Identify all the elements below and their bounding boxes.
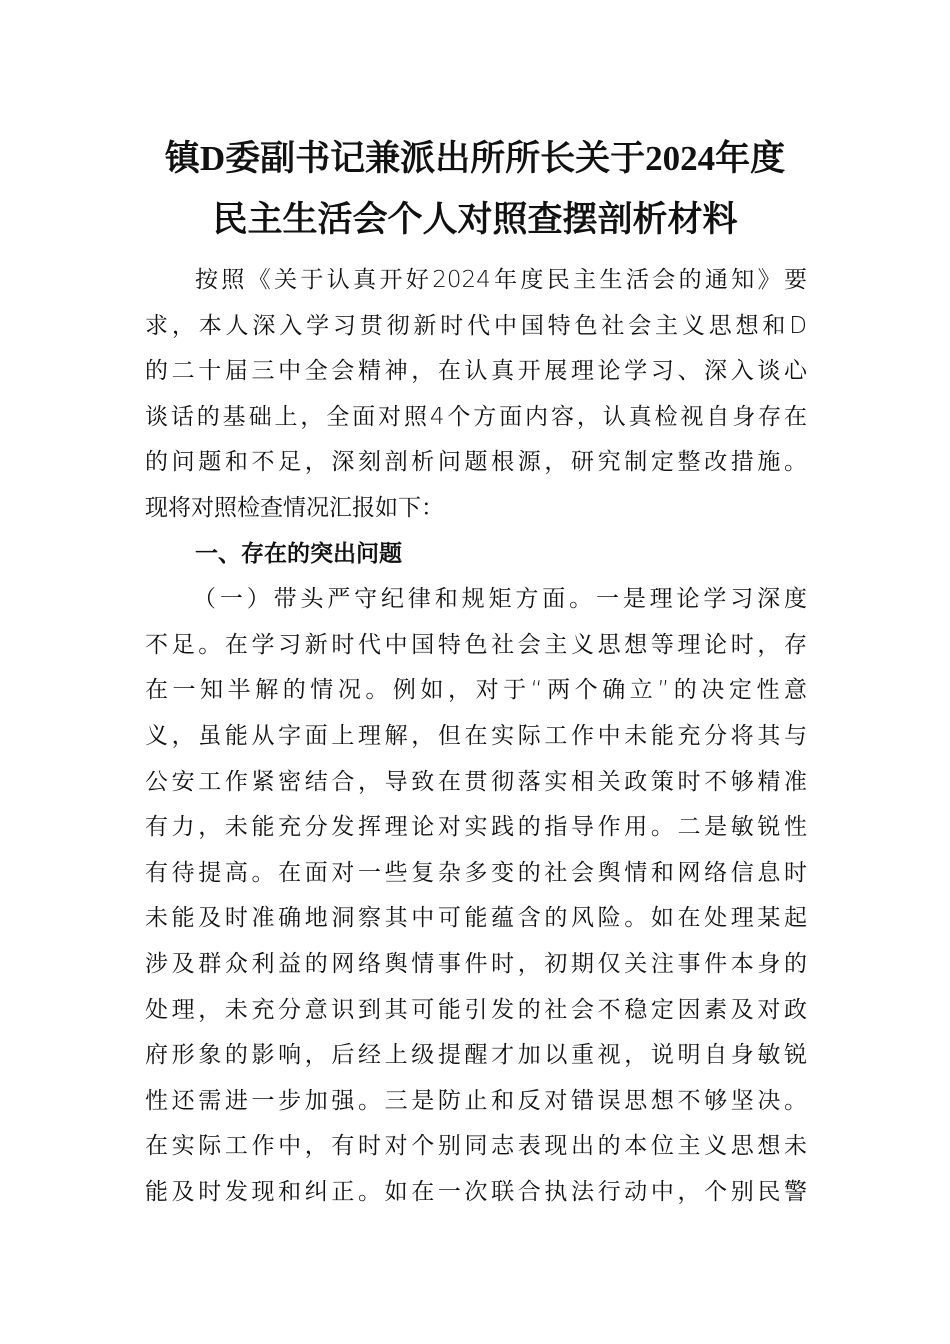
section-heading: 一、存在的突出问题 xyxy=(195,540,402,567)
document-title-line-1: 镇D委副书记兼派出所所长关于2024年度 xyxy=(164,139,786,178)
text-line: （一）带头严守纪律和规矩方面。一是理论学习深度 xyxy=(193,586,807,613)
text-line: 有力，未能充分发挥理论对实践的指导作用。二是敏锐性 xyxy=(145,814,807,841)
text-line: 能及时发现和纠正。如在一次联合执法行动中，个别民警 xyxy=(145,1178,807,1205)
document-body xyxy=(145,258,807,1215)
text-line: 公安工作紧密结合，导致在贯彻落实相关政策时不够精准 xyxy=(145,768,807,795)
text-line: 处理，未充分意识到其可能引发的社会不稳定因素及对政 xyxy=(145,996,807,1023)
document-title-line-2: 民主生活会个人对照查摆剖析材料 xyxy=(212,200,738,239)
text-line: 的二十届三中全会精神，在认真开展理论学习、深入谈心 xyxy=(145,358,807,385)
text-line: 在实际工作中，有时对个别同志表现出的本位主义思想未 xyxy=(145,1133,807,1160)
text-line: 在一知半解的情况。例如，对于“两个确立”的决定性意 xyxy=(145,677,807,704)
text-line: 谈话的基础上，全面对照4个方面内容，认真检视自身存在 xyxy=(145,403,807,430)
intro-paragraph xyxy=(145,258,807,532)
text-line: 义，虽能从字面上理解，但在实际工作中未能充分将其与 xyxy=(145,722,807,749)
text-line: 不足。在学习新时代中国特色社会主义思想等理论时，存 xyxy=(145,631,807,658)
text-line: 求，本人深入学习贯彻新时代中国特色社会主义思想和D xyxy=(145,312,807,339)
text-line: 府形象的影响，后经上级提醒才加以重视，说明自身敏锐 xyxy=(145,1042,807,1069)
text-line: 性还需进一步加强。三是防止和反对错误思想不够坚决。 xyxy=(145,1087,807,1114)
text-line: 按照《关于认真开好2024年度民主生活会的通知》要 xyxy=(195,267,807,293)
section-1-paragraph xyxy=(145,577,807,1215)
text-line: 未能及时准确地洞察其中可能蕴含的风险。如在处理某起 xyxy=(145,905,807,932)
text-line: 现将对照检查情况汇报如下： xyxy=(145,494,444,521)
text-line: 有待提高。在面对一些复杂多变的社会舆情和网络信息时 xyxy=(145,859,807,886)
text-line: 的问题和不足，深刻剖析问题根源，研究制定整改措施。 xyxy=(145,449,807,476)
text-line: 涉及群众利益的网络舆情事件时，初期仅关注事件本身的 xyxy=(145,950,807,977)
